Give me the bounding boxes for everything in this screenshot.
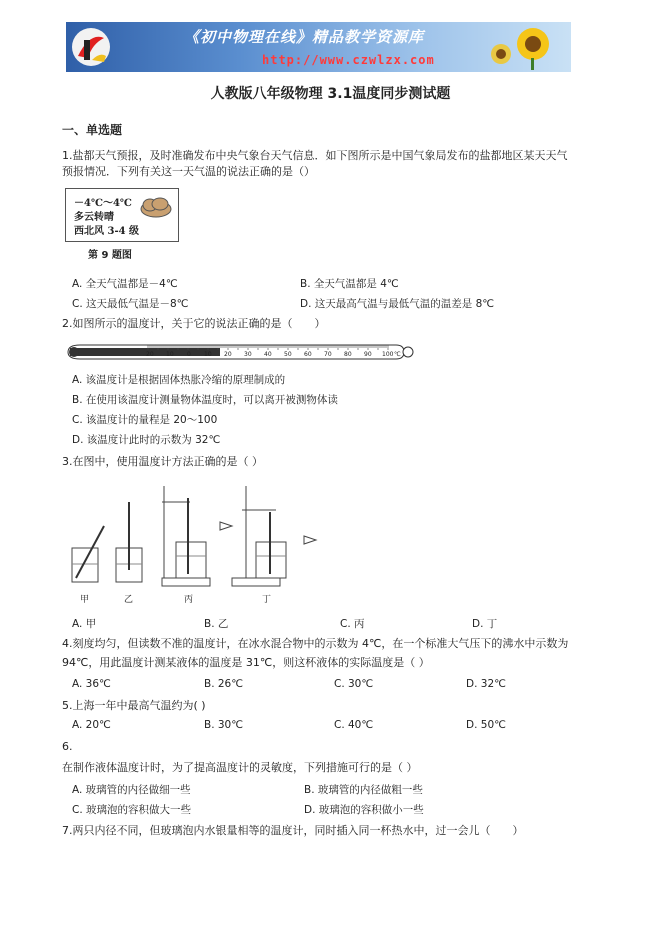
- question-1-stem-line1: 1.盐都天气预报，及时准确发布中央气象台天气信息．如下图所示是中国气象局发布的盐都地区某天天气: [62, 149, 568, 162]
- q5-option-b[interactable]: B. 30℃: [204, 719, 244, 731]
- q1-option-d[interactable]: D. 这天最高气温与最低气温的温差是 8℃: [300, 298, 495, 310]
- banner-title: 《初中物理在线》精品教学资源库: [184, 28, 425, 46]
- q1-option-a[interactable]: A. 全天气温都是－4℃: [72, 278, 178, 290]
- thermometer-scale: [66, 351, 416, 361]
- question-4-stem-line1: 4.刻度均匀，但读数不准的温度计，在冰水混合物中的示数为 4℃，在一个标准大气压下的沸水中示数为: [62, 637, 569, 650]
- question-6-stem: 在制作液体温度计时，为了提高温度计的灵敏度，下列措施可行的是（ ）: [62, 761, 418, 774]
- scale-label: 0: [187, 351, 191, 358]
- scale-label: 10: [166, 351, 174, 358]
- sunflower-icon: [471, 24, 561, 70]
- q5-option-d[interactable]: D. 50℃: [466, 719, 506, 731]
- q1-option-b[interactable]: B. 全天气温都是 4℃: [300, 278, 399, 290]
- scale-label: 30: [244, 351, 252, 358]
- figure-label-yi: 乙: [124, 595, 134, 605]
- scale-label: 20: [146, 351, 154, 358]
- q2-option-a[interactable]: A. 该温度计是根据固体热胀冷缩的原理制成的: [72, 374, 286, 386]
- scale-label: 10: [204, 351, 212, 358]
- question-5-stem: 5.上海一年中最高气温约为( ): [62, 699, 206, 712]
- q3-option-d[interactable]: D. 丁: [472, 618, 498, 630]
- q6-option-a[interactable]: A. 玻璃管的内径做细一些: [72, 784, 191, 796]
- q4-option-c[interactable]: C. 30℃: [334, 678, 374, 690]
- q6-option-c[interactable]: C. 玻璃泡的容积做大一些: [72, 804, 192, 816]
- question-7-stem: 7.两只内径不同，但玻璃泡内水银量相等的温度计，同时插入同一杯热水中，过一会儿（ ）: [62, 824, 524, 837]
- cloud-sun-icon: [138, 195, 174, 219]
- thermometer-usage-figure: [66, 478, 326, 608]
- scale-unit: ℃: [394, 351, 401, 358]
- q1-option-c[interactable]: C. 这天最低气温是－8℃: [72, 298, 189, 310]
- figure-label-jia: 甲: [80, 595, 90, 605]
- q6-option-b[interactable]: B. 玻璃管的内径做粗一些: [304, 784, 423, 796]
- q6-option-d[interactable]: D. 玻璃泡的容积做小一些: [304, 804, 424, 816]
- forecast-condition: 多云转晴: [74, 212, 114, 223]
- scale-label: 100: [382, 351, 394, 358]
- q2-option-d[interactable]: D. 该温度计此时的示数为 32℃: [72, 434, 221, 446]
- scale-label: 20: [224, 351, 232, 358]
- q4-option-d[interactable]: D. 32℃: [466, 678, 506, 690]
- scale-label: 90: [364, 351, 372, 358]
- weather-forecast-figure: [65, 188, 179, 242]
- figure-label-ding: 丁: [262, 595, 272, 605]
- scale-label: 70: [324, 351, 332, 358]
- figure-label-bing: 丙: [184, 595, 194, 605]
- forecast-temperature: －4℃～4℃: [74, 198, 132, 209]
- q2-option-c[interactable]: C. 该温度计的量程是 20～100: [72, 414, 218, 426]
- scale-label: 80: [344, 351, 352, 358]
- section-heading: 一、单选题: [62, 123, 123, 137]
- question-2-stem: 2.如图所示的温度计，关于它的说法正确的是（ ）: [62, 317, 326, 330]
- q5-option-a[interactable]: A. 20℃: [72, 719, 111, 731]
- question-3-stem: 3.在图中，使用温度计方法正确的是（ ）: [62, 455, 263, 468]
- scale-label: 40: [264, 351, 272, 358]
- header-banner: [66, 22, 571, 72]
- q5-option-c[interactable]: C. 40℃: [334, 719, 374, 731]
- banner-url: http://www.czwlzx.com: [262, 53, 435, 67]
- question-1-stem-line2: 预报情况．下列有关这一天气温的说法正确的是（）: [62, 165, 315, 178]
- document-title: 人教版八年级物理 3.1温度同步测试题: [210, 86, 451, 102]
- q3-option-b[interactable]: B. 乙: [204, 618, 229, 630]
- q4-option-a[interactable]: A. 36℃: [72, 678, 111, 690]
- scale-label: 60: [304, 351, 312, 358]
- figure-caption: 第 9 题图: [88, 250, 132, 261]
- q2-option-b[interactable]: B. 在使用该温度计测量物体温度时，可以离开被测物体读: [72, 394, 338, 406]
- q3-option-a[interactable]: A. 甲: [72, 618, 97, 630]
- scale-label: 50: [284, 351, 292, 358]
- forecast-wind: 西北风 3-4 级: [74, 226, 140, 237]
- thermometer-figure: [66, 340, 416, 364]
- site-logo-icon: [70, 26, 112, 68]
- question-6-number: 6.: [62, 740, 73, 753]
- beaker-setup-icon: [66, 478, 326, 590]
- q3-option-c[interactable]: C. 丙: [340, 618, 365, 630]
- question-4-stem-line2: 94℃，用此温度计测某液体的温度是 31℃，则这杯液体的实际温度是（ ）: [62, 656, 430, 669]
- q4-option-b[interactable]: B. 26℃: [204, 678, 244, 690]
